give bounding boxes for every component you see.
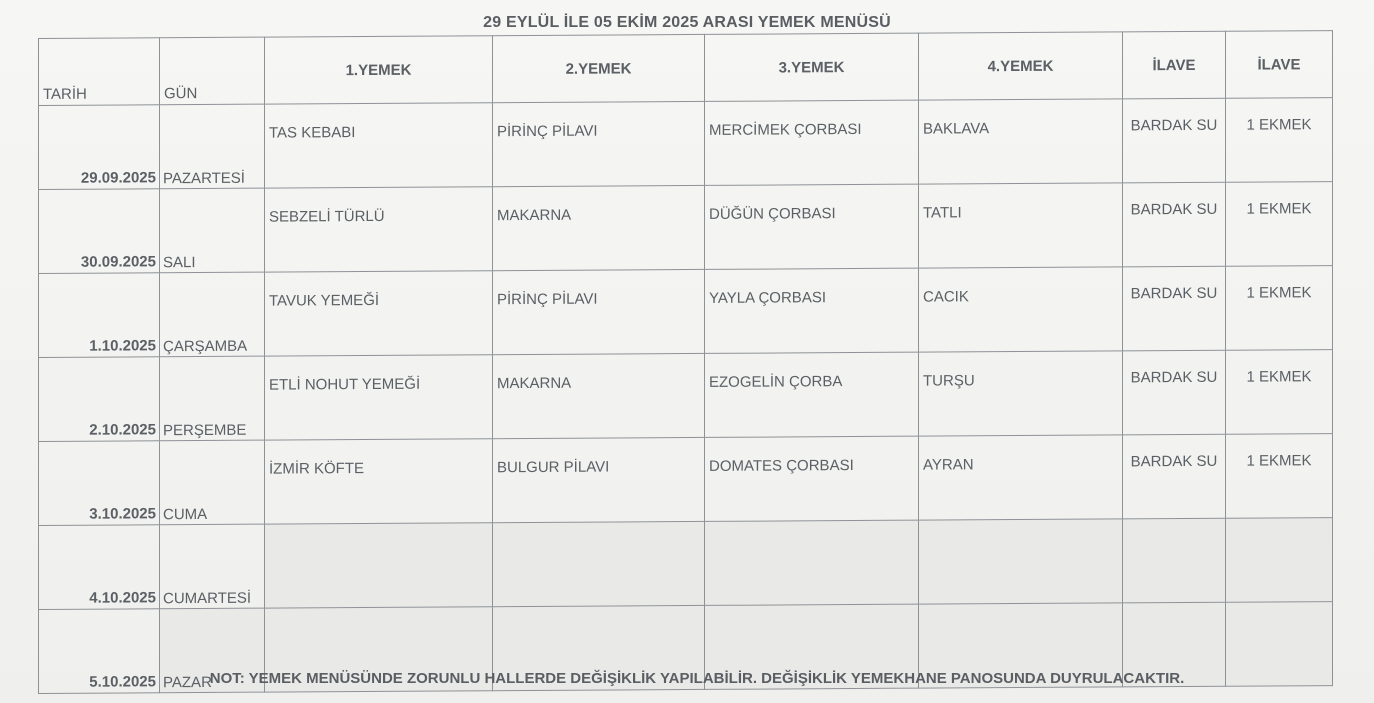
meal2-cell: BULGUR PİLAVI bbox=[493, 437, 705, 522]
meal4-cell: BAKLAVA bbox=[919, 99, 1123, 184]
meal3-cell: EZOGELİN ÇORBA bbox=[705, 352, 919, 437]
meal2-cell: MAKARNA bbox=[493, 353, 705, 438]
extra1-cell: BARDAK SU bbox=[1123, 266, 1226, 351]
header-extra2: İLAVE bbox=[1226, 31, 1333, 99]
meal3-cell: YAYLA ÇORBASI bbox=[705, 268, 919, 353]
day-cell: PAZAR bbox=[160, 608, 265, 693]
meal1-cell: İZMİR KÖFTE bbox=[265, 439, 493, 524]
extra2-cell: 1 EKMEK bbox=[1226, 350, 1333, 435]
meal1-cell bbox=[265, 523, 493, 608]
extra2-cell: 1 EKMEK bbox=[1226, 182, 1333, 267]
header-meal2: 2.YEMEK bbox=[493, 34, 705, 102]
menu-table bbox=[38, 30, 1333, 694]
meal4-cell: TATLI bbox=[919, 183, 1123, 268]
meal1-cell: TAVUK YEMEĞİ bbox=[265, 271, 493, 356]
table-row bbox=[39, 434, 1333, 526]
table-row bbox=[39, 182, 1333, 274]
meal2-cell: MAKARNA bbox=[493, 185, 705, 270]
date-cell: 3.10.2025 bbox=[39, 441, 160, 526]
day-cell: PAZARTESİ bbox=[160, 104, 265, 189]
table-row bbox=[39, 266, 1333, 358]
date-cell: 2.10.2025 bbox=[39, 357, 160, 442]
day-cell: ÇARŞAMBA bbox=[160, 272, 265, 357]
meal4-cell: TURŞU bbox=[919, 351, 1123, 436]
header-meal4: 4.YEMEK bbox=[919, 32, 1123, 100]
meal1-cell: TAS KEBABI bbox=[265, 103, 493, 188]
date-cell: 30.09.2025 bbox=[39, 189, 160, 274]
table-row bbox=[39, 350, 1333, 442]
header-meal3: 3.YEMEK bbox=[705, 33, 919, 101]
meal4-cell bbox=[919, 519, 1123, 604]
meal2-cell: PİRİNÇ PİLAVI bbox=[493, 269, 705, 354]
extra2-cell: 1 EKMEK bbox=[1226, 266, 1333, 351]
extra2-cell: 1 EKMEK bbox=[1226, 434, 1333, 519]
day-cell: SALI bbox=[160, 188, 265, 273]
meal4-cell: CACIK bbox=[919, 267, 1123, 352]
header-day: GÜN bbox=[160, 37, 265, 105]
meal1-cell: ETLİ NOHUT YEMEĞİ bbox=[265, 355, 493, 440]
day-cell: CUMA bbox=[160, 440, 265, 525]
extra1-cell: BARDAK SU bbox=[1123, 98, 1226, 183]
table-row bbox=[39, 518, 1333, 610]
date-cell: 1.10.2025 bbox=[39, 273, 160, 358]
meal4-cell: AYRAN bbox=[919, 435, 1123, 520]
extra2-cell: 1 EKMEK bbox=[1226, 98, 1333, 183]
meal3-cell: MERCİMEK ÇORBASI bbox=[705, 100, 919, 185]
day-cell: PERŞEMBE bbox=[160, 356, 265, 441]
header-row bbox=[39, 31, 1333, 106]
table-row bbox=[39, 98, 1333, 190]
date-cell: 5.10.2025 bbox=[39, 609, 160, 694]
meal2-cell: PİRİNÇ PİLAVI bbox=[493, 101, 705, 186]
menu-title: 29 EYLÜL İLE 05 EKİM 2025 ARASI YEMEK MENÜSÜ bbox=[483, 14, 891, 31]
header-meal1: 1.YEMEK bbox=[265, 36, 493, 104]
extra2-cell bbox=[1226, 518, 1333, 603]
date-cell: 4.10.2025 bbox=[39, 525, 160, 610]
meal3-cell: DÜĞÜN ÇORBASI bbox=[705, 184, 919, 269]
day-cell: CUMARTESİ bbox=[160, 524, 265, 609]
extra1-cell bbox=[1123, 518, 1226, 603]
header-date: TARİH bbox=[39, 38, 160, 106]
footer-note: NOT: YEMEK MENÜSÜNDE ZORUNLU HALLERDE DEĞİŞİKLİK YAPILABİLİR. DEĞİŞİKLİK YEMEKHANE PANOSUNDA DUYRULACAKTIR. bbox=[209, 670, 1185, 687]
extra1-cell: BARDAK SU bbox=[1123, 182, 1226, 267]
meal3-cell: DOMATES ÇORBASI bbox=[705, 436, 919, 521]
meal2-cell bbox=[493, 521, 705, 606]
extra1-cell: BARDAK SU bbox=[1123, 434, 1226, 519]
meal1-cell: SEBZELİ TÜRLÜ bbox=[265, 187, 493, 272]
header-extra1: İLAVE bbox=[1123, 31, 1226, 99]
meal3-cell bbox=[705, 520, 919, 605]
date-cell: 29.09.2025 bbox=[39, 105, 160, 190]
extra1-cell: BARDAK SU bbox=[1123, 350, 1226, 435]
